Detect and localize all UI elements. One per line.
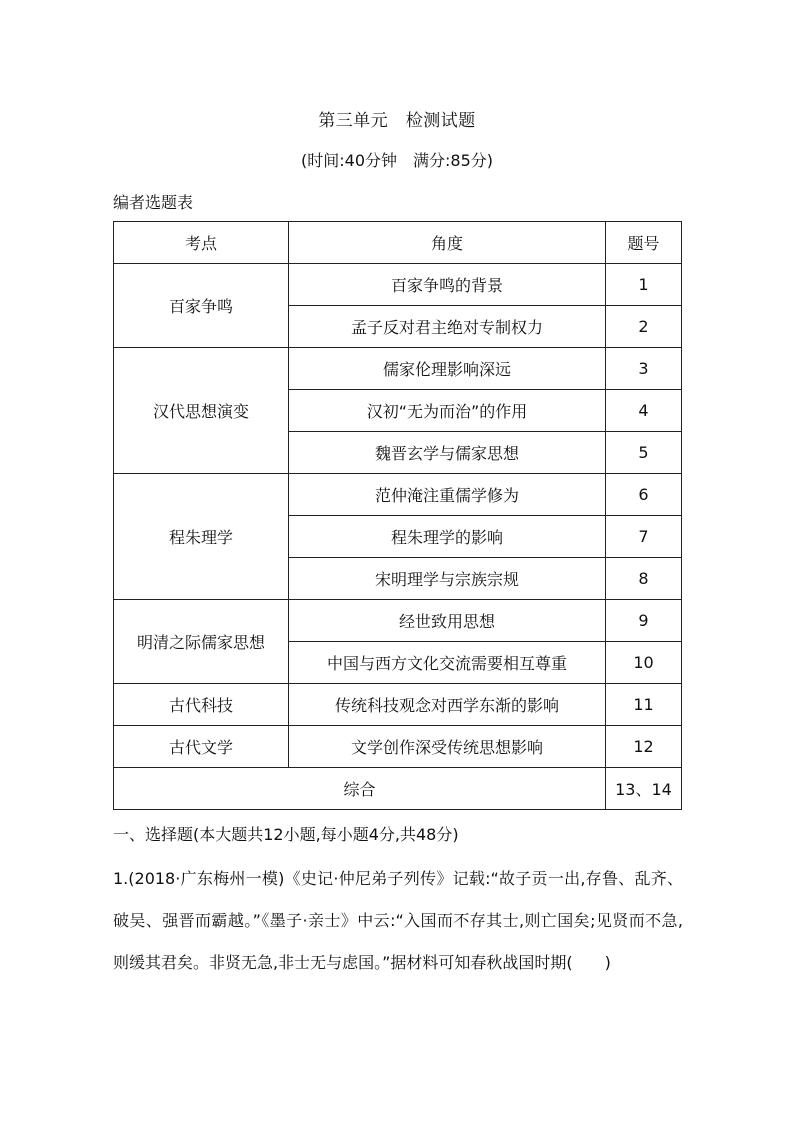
number-cell: 3 [606, 348, 682, 390]
number-cell: 5 [606, 432, 682, 474]
number-cell: 9 [606, 600, 682, 642]
topic-table [113, 221, 682, 810]
number-cell: 11 [606, 684, 682, 726]
topic-cell: 程朱理学 [114, 474, 289, 600]
angle-cell: 程朱理学的影响 [289, 516, 606, 558]
summary-row [114, 768, 682, 810]
table-row [114, 600, 682, 642]
topic-cell: 百家争鸣 [114, 264, 289, 348]
table-header-row [114, 222, 682, 264]
page-title: 第三单元 检测试题 [318, 111, 476, 131]
number-cell: 7 [606, 516, 682, 558]
angle-cell: 范仲淹注重儒学修为 [289, 474, 606, 516]
header-topic: 考点 [114, 222, 289, 264]
angle-cell: 百家争鸣的背景 [289, 264, 606, 306]
table-row [114, 726, 682, 768]
angle-cell: 传统科技观念对西学东渐的影响 [289, 684, 606, 726]
number-cell: 4 [606, 390, 682, 432]
number-cell: 1 [606, 264, 682, 306]
number-cell: 6 [606, 474, 682, 516]
angle-cell: 文学创作深受传统思想影响 [289, 726, 606, 768]
topic-cell: 汉代思想演变 [114, 348, 289, 474]
number-cell: 10 [606, 642, 682, 684]
table-caption: 编者选题表 [113, 193, 194, 212]
exam-time-score: (时间:40分钟 满分:85分) [301, 151, 493, 170]
topic-cell: 古代科技 [114, 684, 289, 726]
table-row [114, 348, 682, 390]
angle-cell: 汉初“无为而治”的作用 [289, 390, 606, 432]
angle-cell: 孟子反对君主绝对专制权力 [289, 306, 606, 348]
topic-cell: 古代文学 [114, 726, 289, 768]
topic-cell: 明清之际儒家思想 [114, 600, 289, 684]
table-row [114, 474, 682, 516]
number-cell: 2 [606, 306, 682, 348]
header-number: 题号 [606, 222, 682, 264]
number-cell: 8 [606, 558, 682, 600]
number-cell: 12 [606, 726, 682, 768]
summary-number: 13、14 [606, 768, 682, 810]
angle-cell: 经世致用思想 [289, 600, 606, 642]
angle-cell: 宋明理学与宗族宗规 [289, 558, 606, 600]
table-row [114, 684, 682, 726]
summary-label: 综合 [114, 768, 606, 810]
table-row [114, 264, 682, 306]
section-heading: 一、选择题(本大题共12小题,每小题4分,共48分) [113, 825, 459, 844]
header-angle: 角度 [289, 222, 606, 264]
question-1: 1.(2018·广东梅州一模)《史记·仲尼弟子列传》记载:“故子贡一出,存鲁、乱齐、破吴、强晋而霸越。”《墨子·亲士》中云:“入国而不存其士,则亡国矣;见贤而不急,则缓其君矣。非贤无急,非士无与虑国。”据材料可知春秋战国时期( ) [113, 869, 683, 972]
angle-cell: 魏晋玄学与儒家思想 [289, 432, 606, 474]
angle-cell: 儒家伦理影响深远 [289, 348, 606, 390]
angle-cell: 中国与西方文化交流需要相互尊重 [289, 642, 606, 684]
